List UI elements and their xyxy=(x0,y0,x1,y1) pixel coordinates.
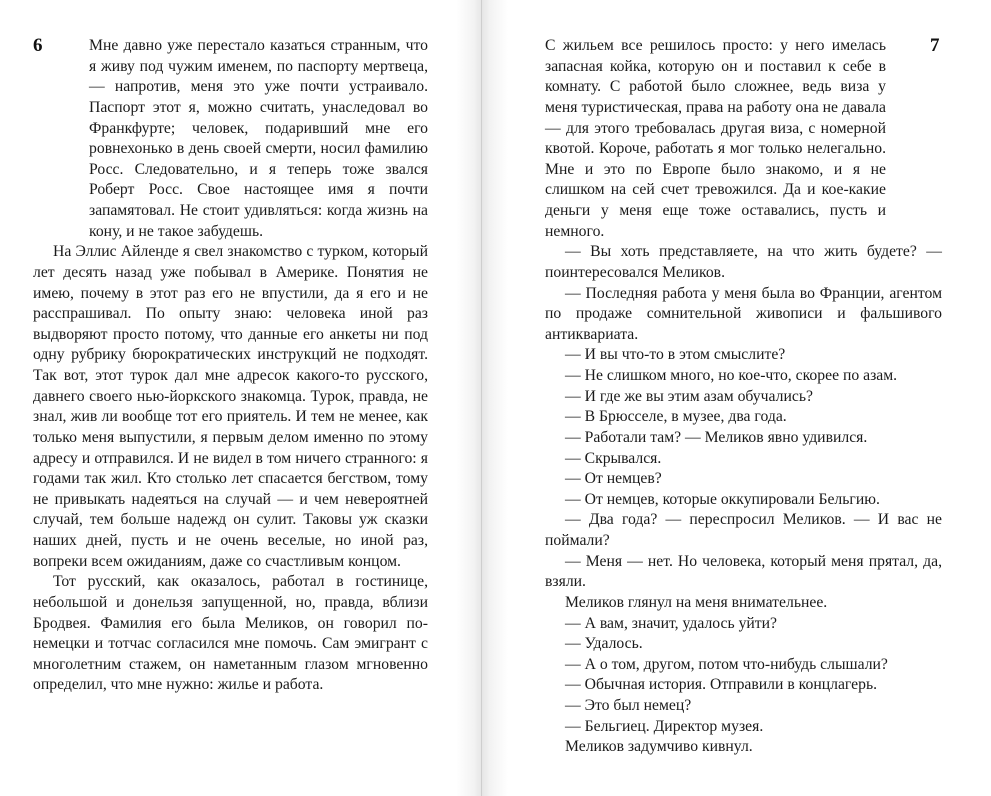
dialogue-line: — А вам, значит, удалось уйти? xyxy=(565,614,778,632)
paragraph: С жильем все решилось просто: у него имелась запасная койка, которую он и поставил к себе в комнату. С работой было сложнее, ведь виза у меня туристическая, права на работу она не давала — для этого требовалась другая виза, с номерной квотой. Короче, работать я мог только нелегально. Мне и это по Европе было знакомо, и я не слишком на сей счет тревожился. Да и кое-какие деньги у меня еще тоже оставались, пусть и немного. xyxy=(545,37,886,240)
dialogue-line: — Обычная история. Отправили в концлагерь. xyxy=(565,676,878,694)
dialogue-line: — Бельгиец. Директор музея. xyxy=(565,717,764,735)
dialogue-line: — В Брюсселе, в музее, два года. xyxy=(565,408,787,426)
right-page-text xyxy=(545,36,942,758)
dialogue-line: — Последняя работа у меня была во Франции, агентом по продаже сомнительной живописи и фальшивого антиквариата. xyxy=(545,284,942,343)
dialogue-line: — А о том, другом, потом что-нибудь слышали? xyxy=(565,655,888,673)
paragraph: На Эллис Айленде я свел знакомство с турком, который лет десять назад уже побывал в Америке. Понятия не имею, почему в этот раз его не впустили, да я его и не расспрашивал. По опыту знаю: человека иной раз выдворяют просто потому, что данные его анкеты ни под одну рубрику бюрократических инструкций не подходят. Так вот, этот турок дал мне адресок какого-то русского, давнего своего нью-йоркского знакомца. Турок, правда, не знал, жив ли вообще тот его приятель. И тем не менее, как только меня выпустили, я первым делом именно по этому адресу и отправился. И не видел в том ничего странного: я годами так жил. Кто столько лет спасается бегством, тому не привыкать надеяться на случай — и чем невероятней случай, тем больше надежд он сулит. Таковы уж сказки наших дней, пусть и не очень веселые, но иной раз, вопреки всем ожиданиям, даже со счастливым концом. xyxy=(33,243,428,570)
dialogue-line: — Работали там? — Меликов явно удивился. xyxy=(565,428,868,446)
page-number-left: 6 xyxy=(33,35,43,56)
paragraph: Меликов задумчиво кивнул. xyxy=(565,738,753,756)
dialogue-line: — И где же вы этим азам обучались? xyxy=(565,387,813,405)
dialogue-line: — Меня — нет. Но человека, который меня прятал, да, взяли. xyxy=(545,552,942,591)
paragraph: Тот русский, как оказалось, работал в гостинице, небольшой и донельзя запущенной, но, правда, вблизи Бродвея. Фамилия его была Меликов, он говорил по-немецки и тотчас согласился мне помочь. Сам эмигрант с многолетним стажем, он наметанным глазом мгновенно определил, что мне нужно: жилье и работа. xyxy=(33,573,428,694)
dialogue-line: — Удалось. xyxy=(565,635,643,653)
dialogue-line: — Два года? — переспросил Меликов. — И вас не поймали? xyxy=(545,511,942,549)
dialogue-line: — Это был немец? xyxy=(565,697,692,714)
spine-line xyxy=(481,0,482,796)
left-page-text xyxy=(33,36,428,696)
dialogue-line: — Вы хоть представляете, на что жить будете? — поинтересовался Меликов. xyxy=(545,243,942,281)
page-number-right: 7 xyxy=(930,35,940,56)
dialogue-line: — От немцев, которые оккупировали Бельгию. xyxy=(565,490,880,508)
dialogue-line: — Не слишком много, но кое-что, скорее по азам. xyxy=(565,367,898,384)
right-gutter-shadow xyxy=(482,0,508,796)
left-gutter-shadow xyxy=(456,0,482,796)
dialogue-line: — Скрывался. xyxy=(565,449,662,467)
paragraph: Мне давно уже перестало казаться странным, что я живу под чужим именем, по паспорту мертвеца, — напротив, меня это уже почти устраивало. Паспорт этот я, можно считать, унаследовал во Франкфурте; человек, подаривший мне его ровнехонько в день своей смерти, носил фамилию Росс. Следовательно, и я теперь тоже звался Роберт Росс. Свое настоящее имя я почти запамятовал. Не стоит удивляться: когда жизнь на кону, и не такое забудешь. xyxy=(89,37,428,240)
dialogue-line: — От немцев? xyxy=(565,470,662,488)
paragraph: Меликов глянул на меня внимательнее. xyxy=(565,593,828,611)
dialogue-line: — И вы что-то в этом смыслите? xyxy=(565,346,786,364)
